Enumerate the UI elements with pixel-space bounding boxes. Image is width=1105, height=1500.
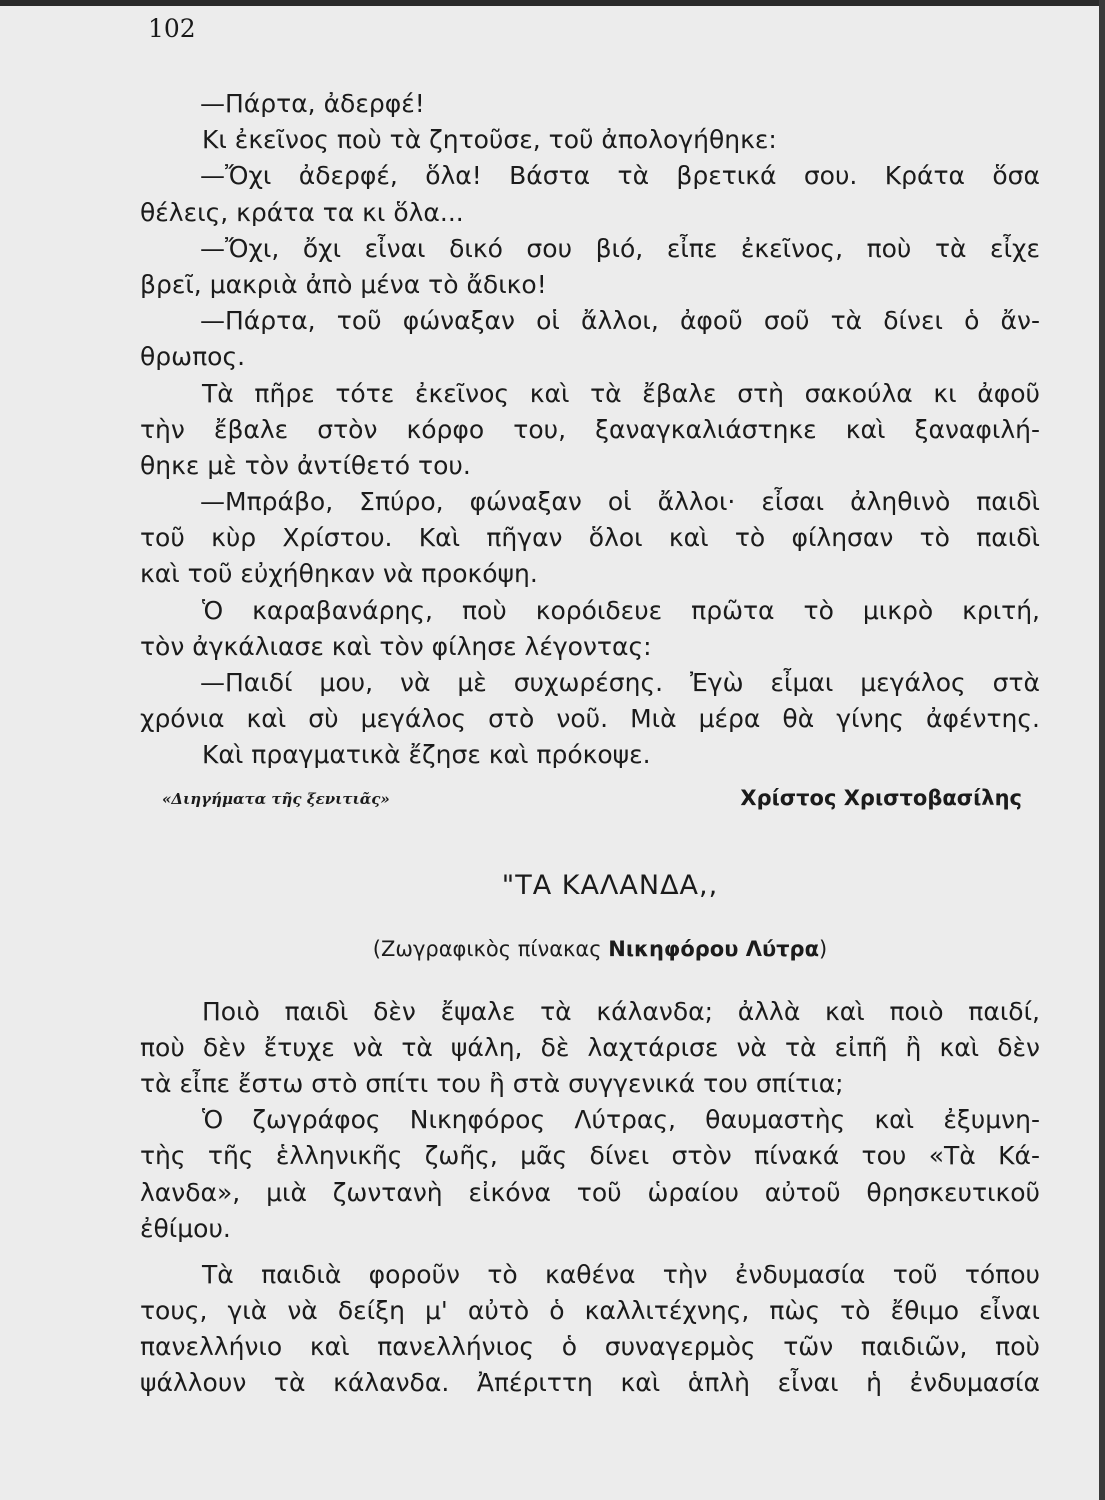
text-line: Τὰ παιδιὰ φοροῦν τὸ καθένα τὴν ἐνδυμασία τοῦ τόπου bbox=[202, 1259, 1040, 1289]
text-line: θέλεις, κράτα τα κι ὅλα... bbox=[140, 197, 464, 227]
source-title: «Διηγήματα τῆς ξενιτιᾶς» bbox=[162, 789, 390, 808]
attribution-row bbox=[140, 784, 1040, 824]
text-line: τους, γιὰ νὰ δείξη μ' αὐτὸ ὁ καλλιτέχνης, πὼς τὸ ἔθιμο εἶναι bbox=[140, 1296, 1040, 1326]
author-name: Χρίστος Χριστοβασίλης bbox=[740, 785, 1022, 810]
text-line: —Πάρτα, ἀδερφέ! bbox=[200, 89, 425, 118]
section-subtitle bbox=[140, 932, 1040, 966]
text-line: Ποιὸ παιδὶ δὲν ἔψαλε τὰ κάλανδα; ἀλλὰ καὶ ποιὸ παιδί, bbox=[202, 996, 1040, 1026]
text-line: θρωπος. bbox=[140, 342, 246, 372]
text-line: —Ὄχι ἀδερφέ, ὅλα! Βάστα τὰ βρετικά σου. Κράτα ὅσα bbox=[200, 161, 1040, 191]
text-line: —Ὄχι, ὄχι εἶναι δικό σου βιό, εἶπε ἐκεῖνος, ποὺ τὰ εἶχε bbox=[200, 233, 1040, 263]
page-body bbox=[140, 86, 1040, 1402]
text-line: τὸν ἀγκάλιασε καὶ τὸν φίλησε λέγοντας: bbox=[140, 631, 652, 661]
text-line: Καὶ πραγματικὰ ἔζησε καὶ πρόκοψε. bbox=[202, 740, 651, 770]
section-title: "ΤΑ ΚΑΛΑΝΔΑ,, bbox=[501, 869, 719, 901]
text-line: Ὁ καραβανάρης, ποὺ κορόιδευε πρῶτα τὸ μικρὸ κριτή, bbox=[202, 595, 1040, 625]
text-line: ἐθίμου. bbox=[140, 1213, 231, 1243]
text-line: ψάλλουν τὰ κάλανδα. Ἀπέριττη καὶ ἁπλὴ εἶναι ἡ ἐνδυμασία bbox=[140, 1368, 1040, 1398]
text-line: θηκε μὲ τὸν ἀντίθετό του. bbox=[140, 450, 471, 480]
text-line: τὰ εἶπε ἔστω στὸ σπίτι του ἢ στὰ συγγενικά του σπίτια; bbox=[140, 1068, 844, 1098]
text-line: χρόνια καὶ σὺ μεγάλος στὸ νοῦ. Μιὰ μέρα θὰ γίνης ἀφέντης. bbox=[140, 704, 1040, 734]
page-number: 102 bbox=[148, 14, 196, 43]
text-line: καὶ τοῦ εὐχήθηκαν νὰ προκόψη. bbox=[140, 559, 538, 589]
text-line: —Παιδί μου, νὰ μὲ συχωρέσης. Ἐγὼ εἶμαι μεγάλος στὰ bbox=[200, 668, 1040, 697]
text-line: —Πάρτα, τοῦ φώναξαν οἱ ἄλλοι, ἀφοῦ σοῦ τὰ δίνει ὁ ἄν- bbox=[200, 306, 1040, 336]
text-line: ποὺ δὲν ἔτυχε νὰ τὰ ψάλη, δὲ λαχτάρισε νὰ τὰ εἰπῆ ἢ καὶ δὲν bbox=[140, 1032, 1040, 1062]
page-right-edge bbox=[1099, 0, 1105, 1500]
text-line: βρεῖ, μακριὰ ἀπὸ μένα τὸ ἄδικο! bbox=[140, 269, 547, 299]
page-top-edge bbox=[0, 0, 1105, 6]
subtitle-suffix: ) bbox=[819, 936, 828, 961]
painter-name: Νικηφόρου Λύτρα bbox=[608, 936, 820, 961]
text-line: πανελλήνιο καὶ πανελλήνιος ὁ συναγερμὸς τῶν παιδιῶν, ποὺ bbox=[140, 1332, 1040, 1362]
text-line: τοῦ κὺρ Χρίστου. Καὶ πῆγαν ὅλοι καὶ τὸ φίλησαν τὸ παιδὶ bbox=[140, 523, 1040, 553]
text-line: τὴς τῆς ἑλληνικῆς ζωῆς, μᾶς δίνει στὸν πίνακά του «Τὰ Κά- bbox=[140, 1141, 1040, 1171]
text-line: —Μπράβο, Σπύρο, φώναξαν οἱ ἄλλοι· εἶσαι ἀληθινὸ παιδὶ bbox=[200, 487, 1040, 517]
text-line: Τὰ πῆρε τότε ἐκεῖνος καὶ τὰ ἔβαλε στὴ σακούλα κι ἀφοῦ bbox=[202, 378, 1040, 408]
text-line: λανδα», μιὰ ζωντανὴ εἰκόνα τοῦ ὡραίου αὐτοῦ θρησκευτικοῦ bbox=[140, 1177, 1040, 1207]
text-line: τὴν ἔβαλε στὸν κόρφο του, ξαναγκαλιάστηκε καὶ ξαναφιλή- bbox=[140, 414, 1040, 444]
subtitle-prefix: (Ζωγραφικὸς πίνακας bbox=[372, 936, 609, 961]
text-line: Κι ἐκεῖνος ποὺ τὰ ζητοῦσε, τοῦ ἀπολογήθηκε: bbox=[202, 125, 777, 155]
text-line: Ὁ ζωγράφος Νικηφόρος Λύτρας, θαυμαστὴς καὶ ἐξυμνη- bbox=[202, 1105, 1040, 1135]
